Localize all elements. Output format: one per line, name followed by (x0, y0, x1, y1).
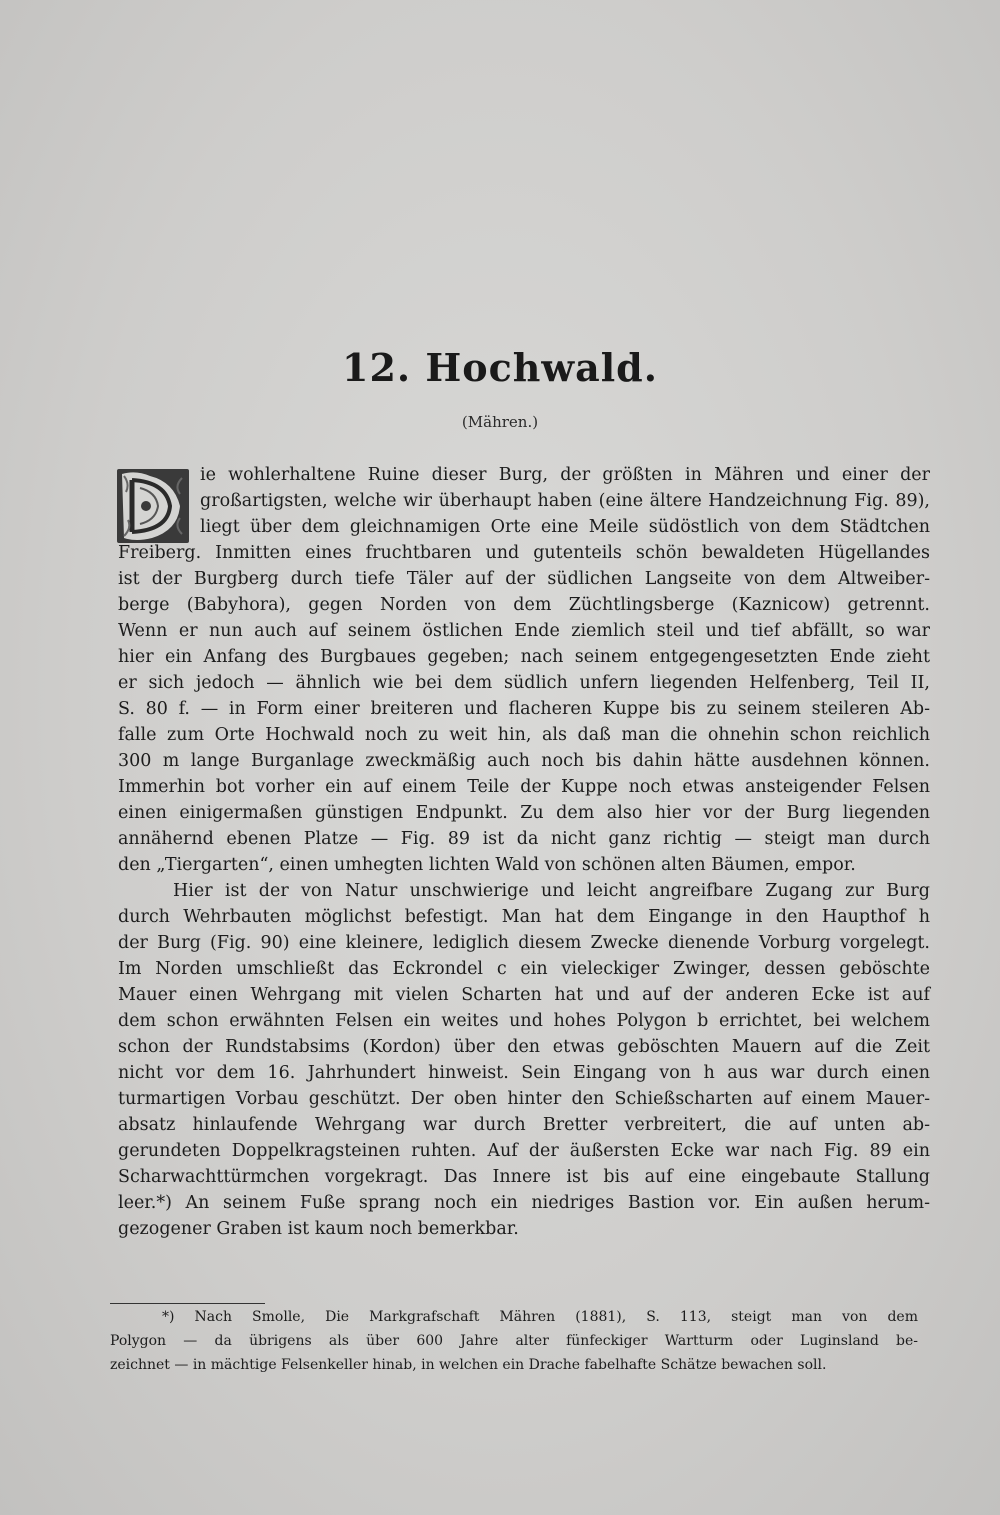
text-line-16: den „Tiergarten“, einen umhegten lichten Wald von schönen alten Bäumen, empor. (118, 855, 856, 875)
text-line-8: hier ein Anfang des Burgbaues gegeben; nach seinem entgegengesetzten Ende zieht (118, 647, 930, 667)
text-line-21: Mauer einen Wehrgang mit vielen Scharten hat und auf der anderen Ecke ist auf (118, 985, 930, 1005)
footnote-divider (110, 1303, 265, 1304)
chapter-title: 12. Hochwald. (342, 345, 658, 390)
text-line-10: S. 80 f. — in Form einer breiteren und flacheren Kuppe bis zu seinem steileren Ab- (118, 699, 930, 719)
text-line-28: Scharwachttürmchen vorgekragt. Das Innere ist bis auf eine eingebaute Stallung (118, 1167, 930, 1187)
text-line-15: annähernd ebenen Platze — Fig. 89 ist da nicht ganz richtig — steigt man durch (118, 829, 930, 849)
text-line-30: gezogener Graben ist kaum noch bemerkbar. (118, 1219, 519, 1239)
footnote-line-2: Polygon — da übrigens als über 600 Jahre alter fünfeckiger Wartturm oder Luginsland be- (110, 1333, 918, 1349)
text-line-18: durch Wehrbauten möglichst befestigt. Man hat dem Eingange in den Haupthof h (118, 907, 930, 927)
text-line-20: Im Norden umschließt das Eckrondel c ein vieleckiger Zwinger, dessen geböschte (118, 959, 930, 979)
text-line-24: nicht vor dem 16. Jahrhundert hinweist. Sein Eingang von h aus war durch einen (118, 1063, 930, 1083)
text-line-1: ie wohlerhaltene Ruine dieser Burg, der größten in Mähren und einer der (200, 465, 930, 485)
text-line-2: großartigsten, welche wir überhaupt haben (eine ältere Handzeichnung Fig. 89), (200, 491, 930, 511)
text-line-26: absatz hinlaufende Wehrgang war durch Bretter verbreitert, die auf unten ab- (118, 1115, 930, 1135)
text-line-9: er sich jedoch — ähnlich wie bei dem südlich unfern liegenden Helfenberg, Teil II, (118, 673, 930, 693)
text-line-22: dem schon erwähnten Felsen ein weites und hohes Polygon b errichtet, bei welchem (118, 1011, 930, 1031)
text-line-23: schon der Rundstabsims (Kordon) über den etwas geböschten Mauern auf die Zeit (118, 1037, 930, 1057)
text-line-14: einen einigermaßen günstigen Endpunkt. Zu dem also hier vor der Burg liegenden (118, 803, 930, 823)
text-line-29: leer.*) An seinem Fuße sprang noch ein niedriges Bastion vor. Ein außen herum- (118, 1193, 930, 1213)
chapter-subtitle: (Mähren.) (461, 413, 539, 431)
text-line-17: Hier ist der von Natur unschwierige und leicht angreifbare Zugang zur Burg (173, 881, 930, 901)
text-line-11: falle zum Orte Hochwald noch zu weit hin, als daß man die ohnehin schon reichlich (118, 725, 930, 745)
text-line-27: gerundeten Doppelkragsteinen ruhten. Auf der äußersten Ecke war nach Fig. 89 ein (118, 1141, 930, 1161)
footnote-line-3: zeichnet — in mächtige Felsenkeller hinab, in welchen ein Drache fabelhafte Schätze bewachen soll. (110, 1357, 827, 1373)
text-line-12: 300 m lange Burganlage zweckmäßig auch noch bis dahin hätte ausdehnen können. (118, 751, 930, 771)
text-line-6: berge (Babyhora), gegen Norden von dem Züchtlingsberge (Kaznicow) getrennt. (118, 595, 930, 615)
text-line-3: liegt über dem gleichnamigen Orte eine Meile südöstlich von dem Städtchen (200, 517, 930, 537)
text-line-5: ist der Burgberg durch tiefe Täler auf der südlichen Langseite von dem Altweiber- (118, 569, 930, 589)
text-line-7: Wenn er nun auch auf seinem östlichen Ende ziemlich steil und tief abfällt, so war (118, 621, 930, 641)
text-line-25: turmartigen Vorbau geschützt. Der oben hinter den Schießscharten auf einem Mauer- (118, 1089, 930, 1109)
footnote-line-1: *) Nach Smolle, Die Markgrafschaft Mähren (1881), S. 113, steigt man von dem (162, 1309, 918, 1325)
text-line-4: Freiberg. Inmitten eines fruchtbaren und gutenteils schön bewaldeten Hügellandes (118, 543, 930, 563)
text-line-13: Immerhin bot vorher ein auf einem Teile der Kuppe noch etwas ansteigender Felsen (118, 777, 930, 797)
text-line-19: der Burg (Fig. 90) eine kleinere, lediglich diesem Zwecke dienende Vorburg vorgelegt. (118, 933, 930, 953)
